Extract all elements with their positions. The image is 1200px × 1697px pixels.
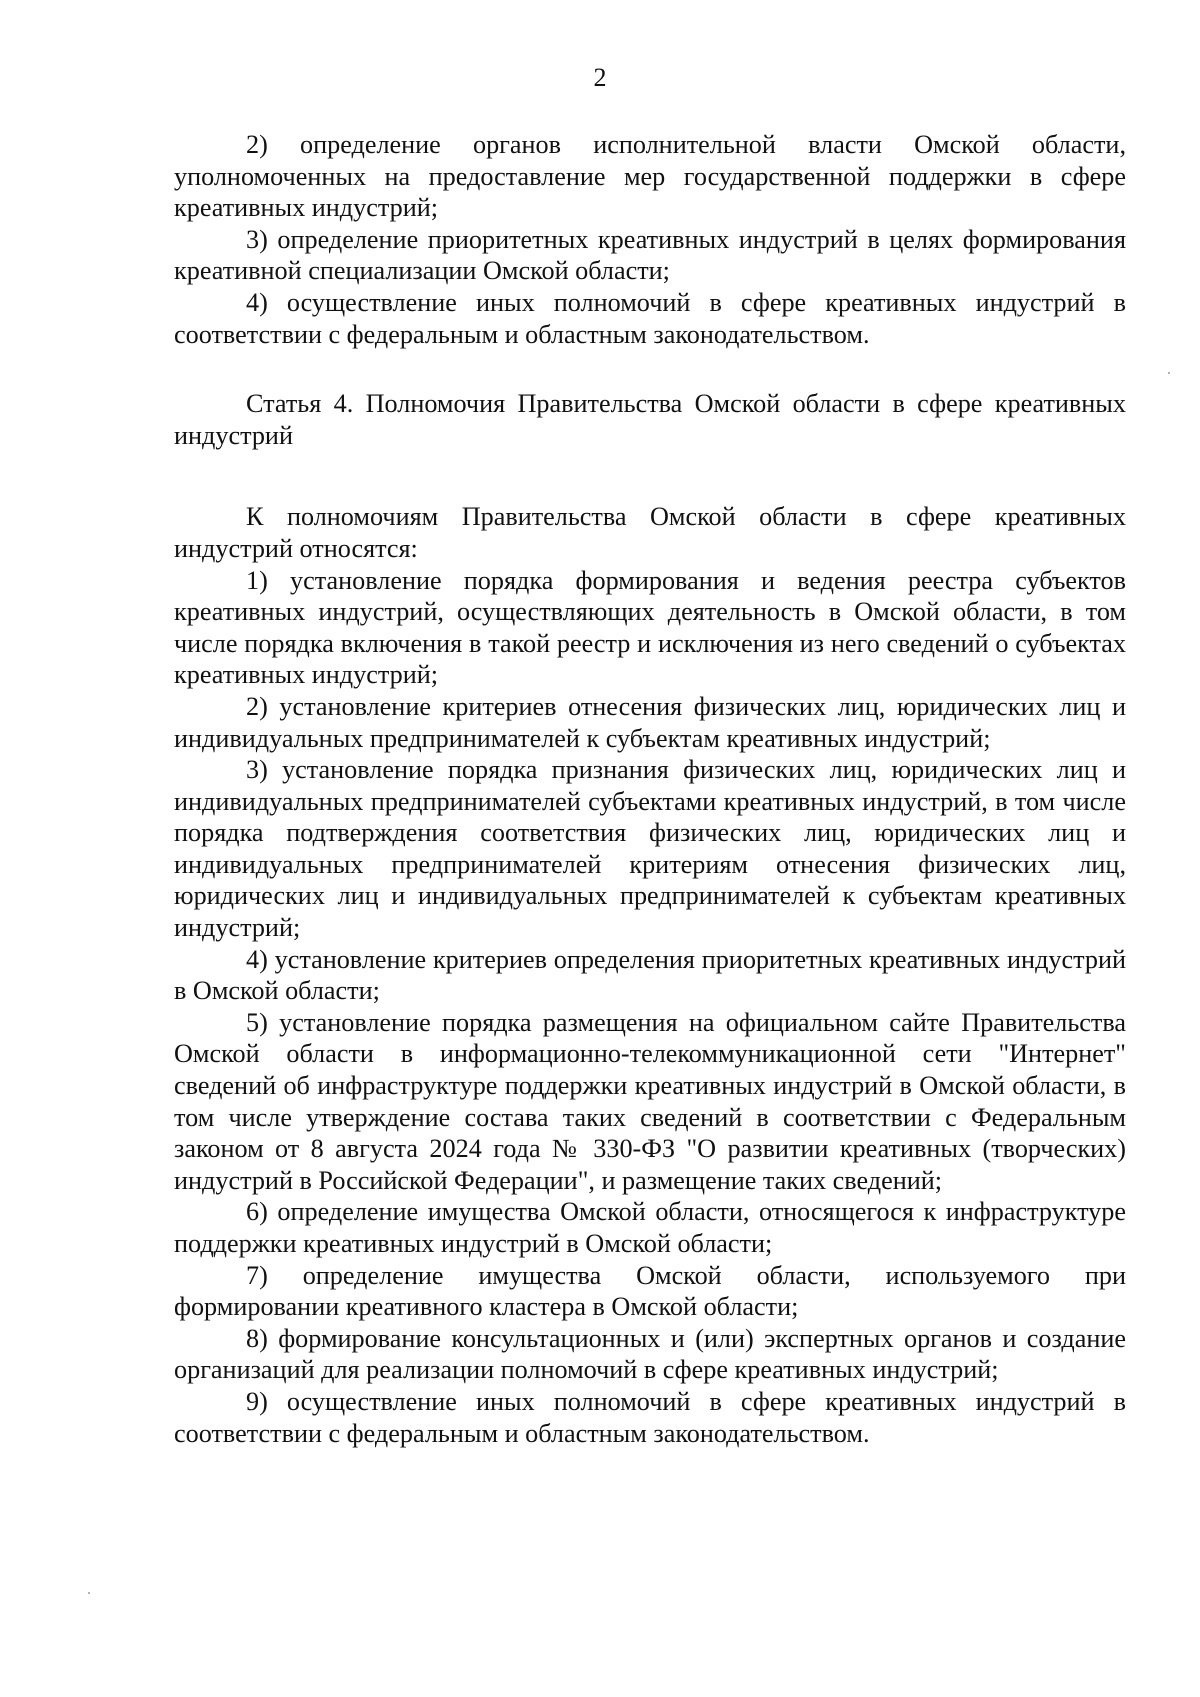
list-item: 9) осуществление иных полномочий в сфере креативных индустрий в соответствии с федеральным и областным законодательством.: [174, 1386, 1126, 1448]
list-item: 7) определение имущества Омской области, используемого при формировании креативного кластера в Омской области;: [174, 1260, 1126, 1322]
list-item: 4) установление критериев определения приоритетных креативных индустрий в Омской области;: [174, 944, 1126, 1006]
list-item: 3) установление порядка признания физических лиц, юридических лиц и индивидуальных предпринимателей субъектами креативных индустрий, в том числе порядка подтверждения соответствия физических лиц, юридических лиц и индивидуальных предпринимателей критериям отнесения физических лиц, юридических лиц и индивидуальных предпринимателей к субъектам креативных индустрий;: [174, 755, 1126, 943]
document-body: [174, 129, 1126, 1449]
list-item: 6) определение имущества Омской области, относящегося к инфраструктуре поддержки креативных индустрий в Омской области;: [174, 1197, 1126, 1258]
list-item: 1) установление порядка формирования и ведения реестра субъектов креативных индустрий, осуществляющих деятельность в Омской области, в том числе порядка включения в такой реестр и исключения из него сведений о субъектах креативных индустрий;: [174, 565, 1126, 690]
page-number: 2: [593, 63, 607, 92]
article-intro: К полномочиям Правительства Омской области в сфере креативных индустрий относятся:: [174, 502, 1126, 563]
scan-speck: [1168, 372, 1170, 374]
list-item: 2) установление критериев отнесения физических лиц, юридических лиц и индивидуальных предпринимателей к субъектам креативных индустрий;: [174, 691, 1126, 753]
list-item: 2) определение органов исполнительной власти Омской области, уполномоченных на предоставление мер государственной поддержки в сфере креативных индустрий;: [174, 130, 1126, 223]
list-item: 5) установление порядка размещения на официальном сайте Правительства Омской области в информационно-телекоммуникационной сети "Интернет" сведений об инфраструктуре поддержки креативных индустрий в Омской области, в том числе утверждение состава таких сведений в соответствии с Федеральным законом от 8 августа 2024 года № 330-ФЗ "О развитии креативных (творческих) индустрий в Российской Федерации", и размещение таких сведений;: [174, 1007, 1126, 1195]
list-item: 3) определение приоритетных креативных индустрий в целях формирования креативной специализации Омской области;: [174, 224, 1126, 286]
article-heading: Статья 4. Полномочия Правительства Омской области в сфере креативных индустрий: [174, 389, 1126, 450]
list-item: 4) осуществление иных полномочий в сфере креативных индустрий в соответствии с федеральным и областным законодательством.: [174, 287, 1126, 349]
scan-speck: [88, 1592, 90, 1594]
list-item: 8) формирование консультационных и (или) экспертных органов и создание организаций для реализации полномочий в сфере креативных индустрий;: [174, 1323, 1126, 1385]
